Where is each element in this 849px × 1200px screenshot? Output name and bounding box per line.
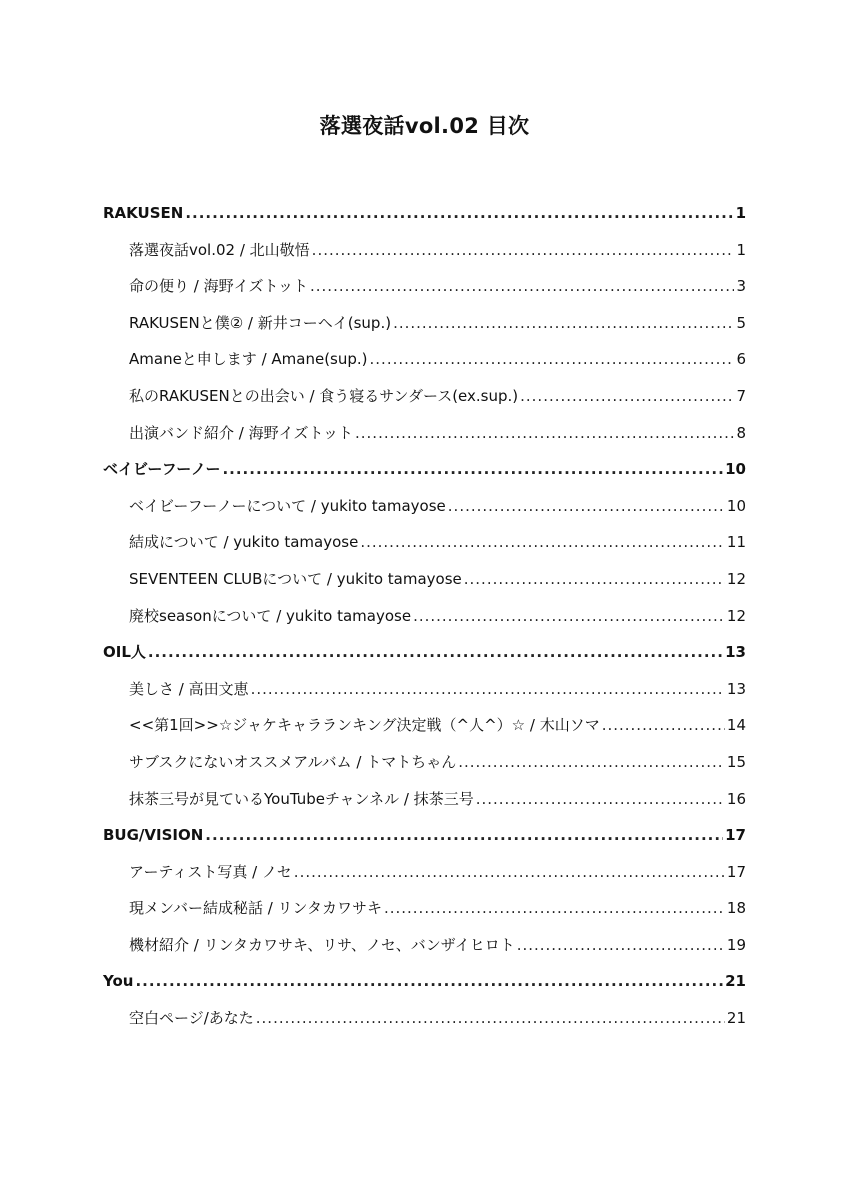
page-number: 21 [726, 1009, 746, 1028]
toc-entry[interactable] [103, 305, 746, 342]
dot-leader [360, 524, 725, 561]
dot-leader [148, 634, 723, 671]
toc-section[interactable] [103, 451, 746, 488]
toc-entry-title: 美しさ / 高田文恵 [129, 679, 249, 698]
page-number: 1 [735, 204, 746, 222]
page-number: 12 [726, 606, 746, 625]
toc-section[interactable] [103, 963, 746, 1000]
toc-entry-title: 落選夜話vol.02 / 北山敬悟 [129, 240, 310, 259]
toc-entry[interactable] [103, 854, 746, 891]
page-number: 13 [725, 643, 746, 662]
dot-leader [294, 854, 725, 891]
toc-entry[interactable] [103, 524, 746, 561]
toc-entry-title: アーティスト写真 / ノセ [129, 862, 292, 881]
toc-entry[interactable] [103, 268, 746, 305]
toc-entry-title: <<第1回>>☆ジャケキャラランキング決定戦（^人^）☆ / 木山ソマ [129, 716, 600, 735]
dot-leader [413, 598, 725, 635]
toc-entry[interactable] [103, 1000, 746, 1037]
toc-section-title: RAKUSEN [103, 204, 184, 222]
toc-entry-title: RAKUSENと僕② / 新井コーヘイ(sup.) [129, 313, 392, 332]
dot-leader [517, 927, 725, 964]
toc-entry[interactable] [103, 415, 746, 452]
dot-leader [602, 707, 725, 744]
toc-entry-title: 機材紹介 / リンタカワサキ、リサ、ノセ、バンザイヒロト [129, 935, 515, 954]
toc-entry-title: サブスクにないオススメアルバム / トマトちゃん [129, 752, 457, 771]
toc-entry-title: 抹茶三号が見ているYouTubeチャンネル / 抹茶三号 [129, 789, 474, 808]
toc-entry-title: 空白ページ/あなた [129, 1009, 254, 1028]
page-number: 7 [736, 386, 746, 405]
dot-leader [448, 488, 725, 525]
page-number: 1 [736, 240, 746, 259]
page-number: 16 [726, 789, 746, 808]
page-number: 10 [726, 496, 746, 515]
dot-leader [222, 451, 723, 488]
toc-entry[interactable] [103, 598, 746, 635]
page-number: 18 [726, 899, 746, 918]
toc-entry[interactable] [103, 341, 746, 378]
toc-entry[interactable] [103, 744, 746, 781]
toc-entry-title: 廃校seasonについて / yukito tamayose [129, 606, 412, 625]
dot-leader [370, 341, 735, 378]
toc-section[interactable] [103, 817, 746, 854]
toc-entry[interactable] [103, 561, 746, 598]
toc-section[interactable] [103, 634, 746, 671]
page-number: 11 [726, 533, 746, 552]
page-number: 3 [736, 277, 746, 296]
dot-leader [185, 195, 733, 232]
page-number: 6 [736, 350, 746, 369]
dot-leader [464, 561, 725, 598]
toc-entry[interactable] [103, 378, 746, 415]
page-number: 5 [736, 313, 746, 332]
page-number: 15 [726, 752, 746, 771]
toc-entry-title: 命の便り / 海野イズトット [129, 277, 308, 296]
toc-entry[interactable] [103, 781, 746, 818]
toc-entry-title: 結成について / yukito tamayose [129, 533, 359, 552]
dot-leader [312, 232, 735, 269]
toc-section-title: OIL人 [103, 643, 146, 662]
page-number: 10 [725, 460, 746, 479]
page-title: 落選夜話vol.02 目次 [319, 114, 530, 138]
toc-entry[interactable] [103, 927, 746, 964]
toc-entry[interactable] [103, 707, 746, 744]
dot-leader [251, 671, 725, 708]
toc-entry[interactable] [103, 232, 746, 269]
table-of-contents [103, 195, 746, 1037]
toc-section[interactable] [103, 195, 746, 232]
toc-section-title: BUG/VISION [103, 826, 204, 845]
toc-entry[interactable] [103, 890, 746, 927]
page-number: 8 [736, 423, 746, 442]
toc-entry-title: Amaneと申します / Amane(sup.) [129, 350, 368, 369]
toc-entry-title: 現メンバー結成秘話 / リンタカワサキ [129, 899, 382, 918]
page-number: 17 [726, 862, 746, 881]
dot-leader [355, 415, 734, 452]
toc-entry[interactable] [103, 671, 746, 708]
page-number: 13 [726, 679, 746, 698]
dot-leader [135, 963, 723, 1000]
dot-leader [520, 378, 734, 415]
dot-leader [384, 890, 725, 927]
page-number: 17 [725, 826, 746, 845]
dot-leader [458, 744, 725, 781]
page-number: 12 [726, 569, 746, 588]
dot-leader [393, 305, 734, 342]
dot-leader [310, 268, 734, 305]
toc-entry-title: ベイビーフーノーについて / yukito tamayose [129, 496, 446, 515]
toc-entry-title: SEVENTEEN CLUBについて / yukito tamayose [129, 569, 462, 588]
dot-leader [476, 781, 725, 818]
toc-section-title: You [103, 972, 134, 991]
dot-leader [256, 1000, 725, 1037]
dot-leader [205, 817, 723, 854]
page-number: 21 [725, 972, 746, 991]
toc-entry[interactable] [103, 488, 746, 525]
toc-section-title: ベイビーフーノー [103, 460, 221, 479]
page-number: 14 [726, 716, 746, 735]
page-number: 19 [726, 935, 746, 954]
toc-entry-title: 出演バンド紹介 / 海野イズトット [129, 423, 353, 442]
toc-entry-title: 私のRAKUSENとの出会い / 食う寝るサンダース(ex.sup.) [129, 386, 519, 405]
